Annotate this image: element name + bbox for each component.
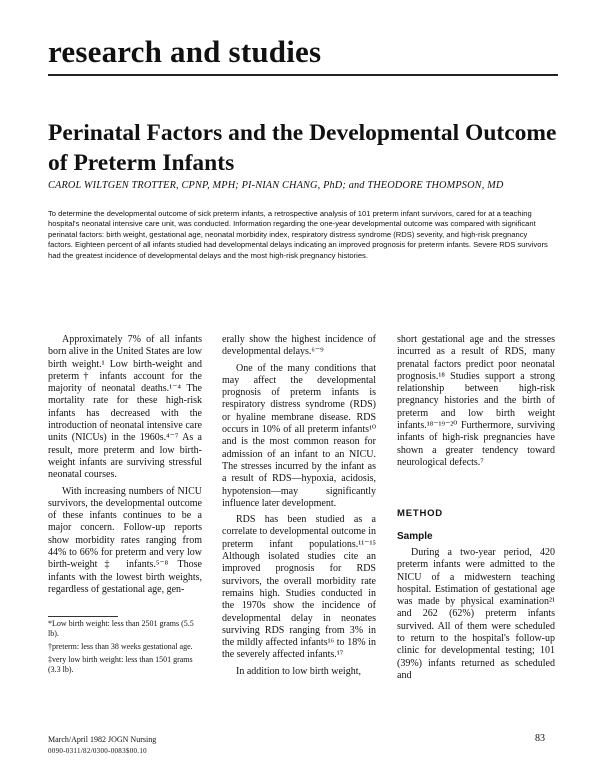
body-column-3-sample (397, 547, 555, 686)
paragraph: With increasing numbers of NICU survivors, the developmental outcome of these infants continues to be a major concern. Follow-up reports show morbidity rates ranging from 44% to 66% for preterm and very low birth-weight‡ infants.⁵⁻⁸ Those infants with the lowest birth weights, regardless of gestational age, gen- (48, 485, 202, 595)
footnote: *Low birth weight: less than 2501 grams (5.5 lb). (48, 619, 194, 638)
paragraph: One of the many conditions that may affect the developmental prognosis of preterm infants is respiratory distress syndrome (RDS) or hyaline membrane disease. RDS occurs in 10% of all preterm infants¹⁰ and is the most common reason for admission of an infant to an NICU. The stresses incurred by the infant as a result of RDS—hypoxia, acidosis, hypotension—may significantly influence later development. (222, 362, 376, 509)
sample-heading: Sample (397, 531, 433, 542)
paragraph: RDS has been studied as a correlate to developmental outcome in preterm infant populations.¹¹⁻¹⁵ Although isolated studies cite an improved prognosis for RDS survivors, the overall morbidity rate remains high. Studies conducted in the 1970s show the incidence of developmental delay in neonates surviving RDS ranging from 3% in the mildly affected infants¹⁶ to 18% in the severely affected infants.¹⁷ (222, 514, 376, 661)
footnotes (48, 619, 202, 678)
footer-issn: 0090-0311/82/0300-0083$00.10 (48, 747, 147, 755)
footnote: †preterm: less than 38 weeks gestational age. (48, 642, 193, 651)
header-divider (48, 74, 558, 76)
footnote-divider (48, 616, 118, 617)
paragraph: short gestational age and the stresses incurred as a result of RDS, many prenatal factors predict poor neonatal prognosis.¹⁸ Studies support a strong relationship between high-risk pregnancy histories and the birth of preterm and low birth weight infants.¹⁸⁻¹⁹⁻²⁰ Furthermore, surviving infants of high-risk pregnancies have shown a greater tendency toward neurological defects.⁷ (397, 334, 555, 468)
footer-journal: March/April 1982 JOGN Nursing (48, 735, 157, 744)
paragraph: In addition to low birth weight, (236, 665, 361, 677)
article-title: Perinatal Factors and the Developmental Outcome of Preterm Infants (48, 120, 557, 176)
body-column-1 (48, 334, 202, 600)
paragraph: Approximately 7% of all infants born alive in the United States are low birth weight.¹ Low birth-weight and preterm† infants account for the majority of neonatal deaths.¹⁻⁴ The mortality rate for these high-risk infants has decreased with the introduction of neonatal intensive care units (NICUs) in the 1960s.⁴⁻⁷ As a result, more preterm and low birth-weight infants are surviving stressful neonatal courses. (48, 334, 202, 481)
page-number: 83 (535, 733, 545, 744)
paragraph: During a two-year period, 420 preterm infants were admitted to the NICU of a midwestern teaching hospital. Estimation of gestational age was made by physical examination²¹ and 262 (62%) preterm infants survived. All of them were scheduled to return to the hospital's follow-up clinic for developmental testing; 101 (39%) infants returned as scheduled and (397, 547, 555, 681)
method-heading: METHOD (397, 508, 443, 519)
body-column-3 (397, 334, 555, 473)
footnote: ‡very low birth weight: less than 1501 grams (3.3 lb). (48, 655, 193, 674)
section-header: research and studies (48, 34, 322, 69)
article-authors: CAROL WILTGEN TROTTER, CPNP, MPH; PI-NIAN CHANG, PhD; and THEODORE THOMPSON, MD (48, 180, 504, 191)
paragraph: erally show the highest incidence of developmental delays.⁶⁻⁹ (222, 334, 376, 358)
body-column-2 (222, 334, 376, 682)
article-abstract: To determine the developmental outcome of sick preterm infants, a retrospective analysis of 101 preterm infant survivors, cared for at a teaching hospital's neonatal intensive care unit, was conducted. Information regarding the one-year developmental outcome was compared with significant perinatal factors: birth weight, gestational age, neonatal morbidity index, respiratory distress syndrome (RDS) severity, and high-risk pregnancy factors. Eighteen percent of all infants studied had developmental delays indicating an improved prognosis for preterm infants. Severe RDS survivors had the greatest incidence of developmental delays and the most high-risk pregnancy histories. (48, 209, 548, 260)
